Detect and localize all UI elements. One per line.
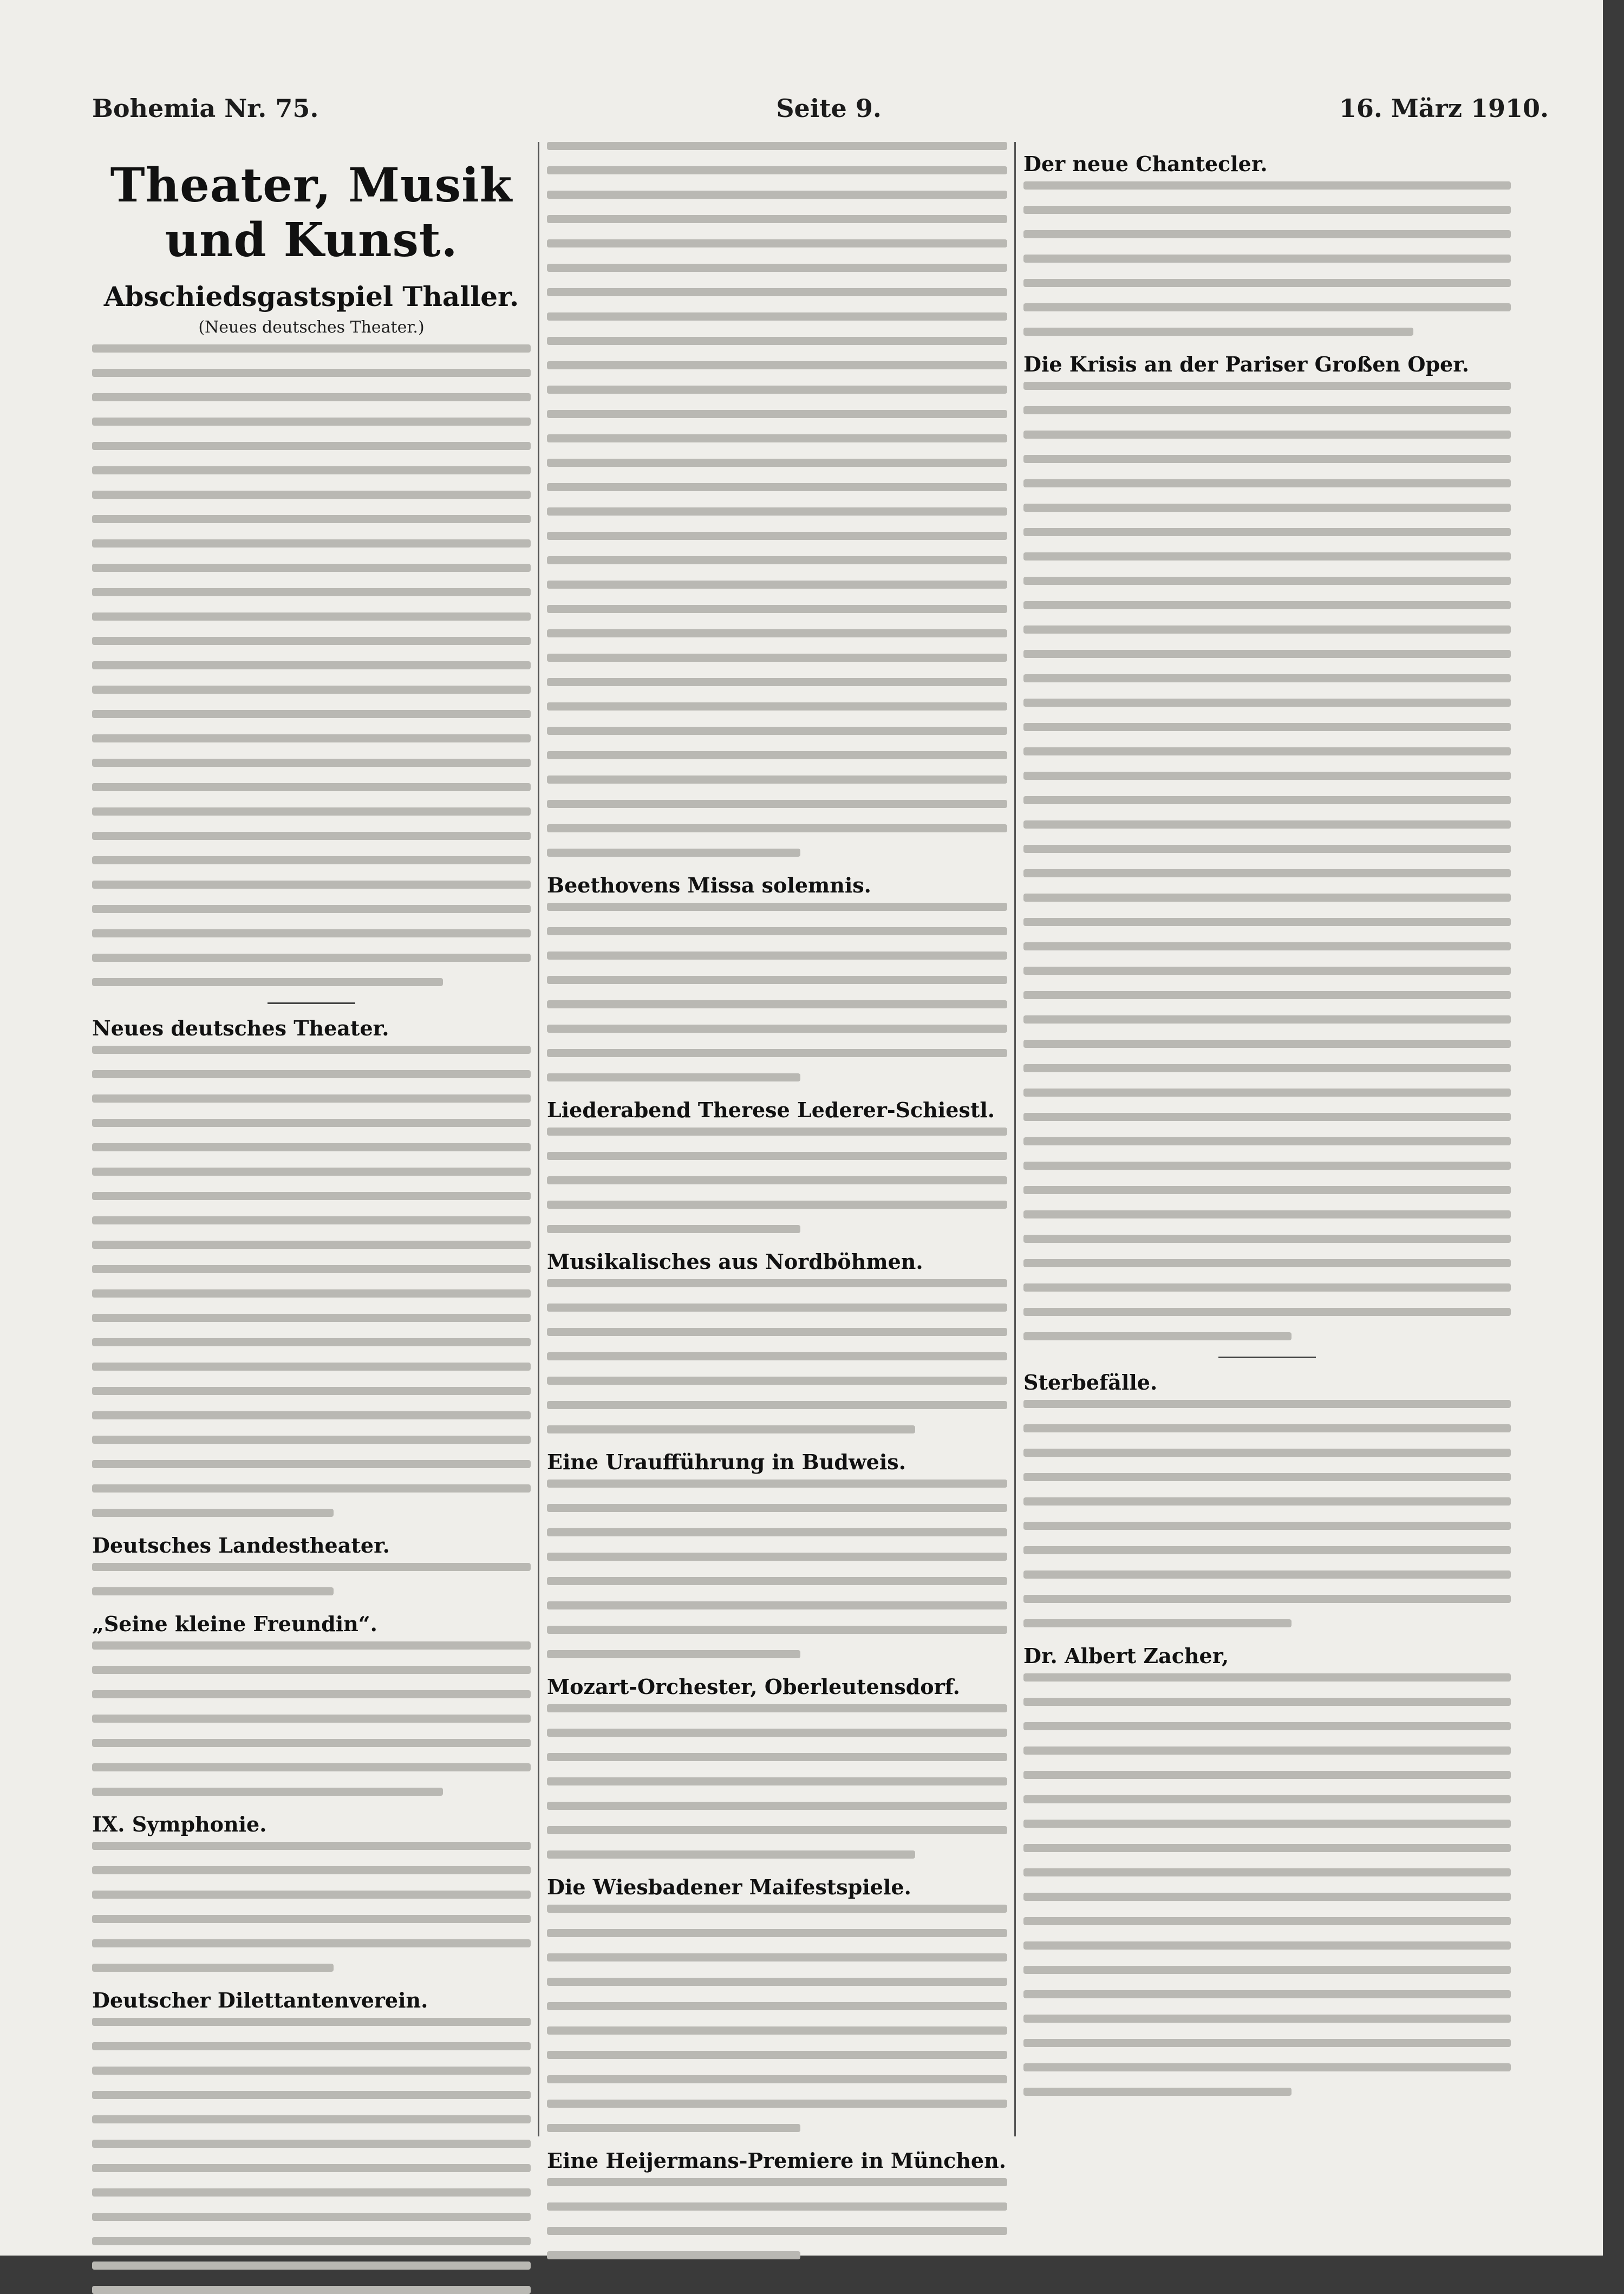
masthead-page: Seite 9. xyxy=(776,94,882,123)
article-body xyxy=(92,1641,531,1796)
article-body xyxy=(547,2178,1007,2259)
article-body xyxy=(547,1128,1007,1233)
article-heading: Liederabend Therese Lederer-Schiestl. xyxy=(547,1098,995,1122)
column-rule xyxy=(538,142,539,2136)
masthead-date: 16. März 1910. xyxy=(1339,94,1549,123)
column-rule xyxy=(1014,142,1016,2136)
column-middle xyxy=(547,142,1007,2173)
article-body xyxy=(92,1842,531,1972)
article-body xyxy=(547,1704,1007,1859)
article-heading: Abschiedsgastspiel Thaller. xyxy=(103,281,519,312)
column-left xyxy=(92,142,531,2136)
article-heading: „Seine kleine Freundin“. xyxy=(92,1612,377,1636)
article-body xyxy=(547,1905,1007,2132)
masthead xyxy=(92,87,1549,130)
article-body xyxy=(92,2018,531,2294)
divider xyxy=(268,1002,355,1004)
article-body xyxy=(547,1279,1007,1433)
article-heading: Musikalisches aus Nordböhmen. xyxy=(547,1249,923,1274)
article-heading: Neues deutsches Theater. xyxy=(92,1016,389,1040)
divider xyxy=(1218,1357,1316,1358)
article-body xyxy=(1023,1400,1511,1627)
article-body xyxy=(1023,181,1511,336)
article-heading: Die Krisis an der Pariser Großen Oper. xyxy=(1023,352,1469,376)
article-body xyxy=(92,1563,531,1595)
article-subheading: (Neues deutsches Theater.) xyxy=(198,318,425,337)
article-heading: Dr. Albert Zacher, xyxy=(1023,1644,1229,1668)
article-body xyxy=(547,1480,1007,1658)
article-heading: IX. Symphonie. xyxy=(92,1812,267,1836)
article-heading: Eine Uraufführung in Budweis. xyxy=(547,1450,906,1474)
article-heading: Deutsches Landestheater. xyxy=(92,1533,390,1557)
section-title: Theater, Musik und Kunst. xyxy=(110,158,513,268)
masthead-issue: Bohemia Nr. 75. xyxy=(92,94,319,123)
column-right xyxy=(1023,142,1511,2136)
article-body xyxy=(547,903,1007,1081)
article-heading: Eine Heijermans-Premiere in München. xyxy=(547,2148,1006,2173)
article-body xyxy=(547,142,1007,857)
article-body xyxy=(1023,382,1511,1340)
article-body xyxy=(1023,1673,1511,2096)
article-heading: Die Wiesbadener Maifestspiele. xyxy=(547,1875,911,1899)
article-heading: Der neue Chantecler. xyxy=(1023,152,1268,176)
article-heading: Beethovens Missa solemnis. xyxy=(547,873,871,897)
article-body xyxy=(92,344,531,986)
article-heading: Mozart-Orchester, Oberleutensdorf. xyxy=(547,1674,960,1699)
article-body xyxy=(92,1046,531,1517)
article-heading: Sterbefälle. xyxy=(1023,1370,1158,1394)
article-heading: Deutscher Dilettantenverein. xyxy=(92,1988,428,2012)
